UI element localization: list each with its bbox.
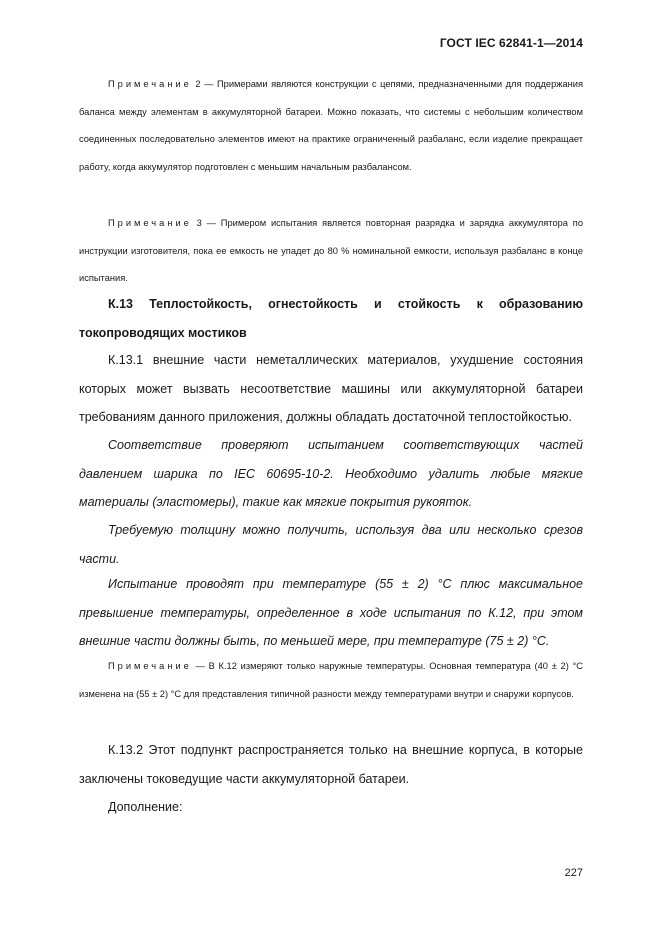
paragraph-addition: Дополнение: (108, 800, 183, 814)
note-label: Примечание (108, 661, 192, 671)
note-text: Примерами являются конструкции с цепями, предназначенными для поддержания баланса между элементам в аккумуляторной батареи. Можно показать, что системы с небольшим количеством соединенных последовательно элементов имеют на практике ограниченный разбаланс, если изделие прекращает работу, когда аккумулятор подготовлен с меньшим начальным разбалансом. (79, 79, 583, 172)
section-heading: К.13 Теплостойкость, огнестойкость и стойкость к образованию токопроводящих мостиков (79, 297, 583, 340)
note-k12 (79, 653, 583, 708)
note-text: В К.12 измеряют только наружные температуры. Основная температура (40 ± 2) °С изменена на (55 ± 2) °С для представления типичной разности между температурами внутри и снаружи корпусов. (79, 661, 583, 699)
note-label: Примечание (108, 79, 192, 89)
page-number: 227 (564, 867, 583, 879)
paragraph-k13-1: К.13.1 внешние части неметаллических материалов, ухудшение состояния которых может вызвать несоответствие машины или аккумуляторной батареи требованиям данного приложения, должны обладать достаточной теплостойкостью. (79, 353, 583, 425)
note-number: 3 — (191, 218, 221, 228)
paragraph-k13-2: К.13.2 Этот подпункт распространяется только на внешние корпуса, в которые заключены токоведущие части аккумуляторной батареи. (79, 743, 583, 786)
note-label: Примечание (108, 218, 192, 228)
document-header: ГОСТ IEC 62841-1—2014 (439, 36, 583, 50)
note-text: Примером испытания является повторная разрядка и зарядка аккумулятора по инструкции изготовителя, пока ее емкость не упадет до 80 % номинальной емкости, используя разбаланс в конце испытания. (79, 218, 583, 284)
note-3 (79, 210, 583, 293)
note-2 (79, 71, 583, 181)
note-number: — (191, 661, 209, 671)
note-number: 2 — (191, 79, 217, 89)
paragraph-thickness: Требуемую толщину можно получить, используя два или несколько срезов части. (79, 523, 583, 566)
paragraph-test-temperature: Испытание проводят при температуре (55 ± 2) °С плюс максимальное превышение температуры, определенное в ходе испытания по К.12, при этом внешние части должны быть, по меньшей мере, при температуре (75 ± 2) °С. (79, 577, 583, 649)
paragraph-compliance: Соответствие проверяют испытанием соответствующих частей давлением шарика по IEC 60695-10-2. Необходимо удалить любые мягкие материалы (эластомеры), такие как мягкие покрытия рукояток. (79, 438, 583, 510)
